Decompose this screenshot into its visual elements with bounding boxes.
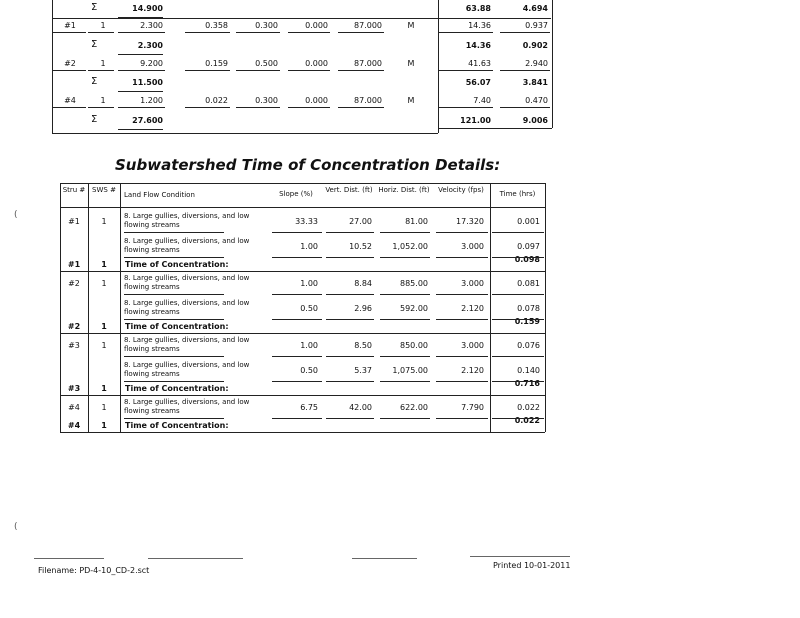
cell-area: 2.300	[140, 21, 163, 30]
table-border	[438, 0, 439, 133]
cell-sws: 1	[101, 384, 107, 393]
cell-c3: 0.000	[305, 96, 328, 105]
total-v: 0.902	[522, 41, 548, 50]
cell-sws: 1	[101, 260, 107, 269]
row-rule	[380, 356, 430, 357]
row-rule	[492, 294, 544, 295]
row-rule	[118, 54, 163, 55]
row-rule	[60, 395, 545, 396]
row-rule	[60, 432, 545, 433]
footer-filename: Filename: PD-4-10_CD-2.sct	[38, 566, 150, 575]
area-total: 2.300	[137, 41, 163, 50]
cell-vert-dist: 10.52	[349, 242, 372, 251]
cell-land-flow-condition: 8. Large gullies, diversions, and low flowing streams	[124, 398, 250, 415]
header-stru: Stru #	[62, 186, 86, 194]
cell-sws: 1	[101, 217, 107, 226]
cell-land-flow-condition: 8. Large gullies, diversions, and low flowing streams	[124, 274, 250, 291]
cell-time: 0.081	[517, 279, 540, 288]
row-rule	[288, 107, 330, 108]
cell-ws: 1	[100, 96, 106, 105]
cell-stru: #1	[64, 21, 76, 30]
row-rule	[380, 319, 430, 320]
cell-c1: 0.022	[205, 96, 228, 105]
punch-hole-mark: (	[14, 210, 18, 220]
row-rule	[436, 356, 488, 357]
cell-sws: 1	[101, 421, 107, 430]
cell-slope: 1.00	[300, 279, 318, 288]
row-rule	[272, 418, 322, 419]
area-total: 14.900	[132, 4, 163, 13]
cell-sws: 1	[101, 403, 107, 412]
row-rule	[288, 32, 330, 33]
area-total: 27.600	[132, 116, 163, 125]
row-rule	[436, 319, 488, 320]
cell-sws: 1	[101, 341, 107, 350]
row-rule	[236, 107, 280, 108]
table-border	[52, 133, 438, 134]
table-border	[60, 207, 545, 208]
row-rule	[88, 70, 114, 71]
header-horiz: Horiz. Dist. (ft)	[378, 186, 430, 194]
cell-velocity: 7.790	[461, 403, 484, 412]
cell-velocity: 2.120	[461, 304, 484, 313]
row-rule	[124, 356, 224, 357]
cell-slope: 33.33	[295, 217, 318, 226]
row-rule	[272, 356, 322, 357]
row-rule	[492, 319, 544, 320]
cell-vert-dist: 2.96	[354, 304, 372, 313]
cell-time-total: 0.159	[514, 317, 540, 326]
row-rule	[380, 418, 430, 419]
row-rule	[52, 70, 86, 71]
row-rule	[438, 107, 493, 108]
cell-c2: 0.300	[255, 96, 278, 105]
row-rule	[500, 107, 550, 108]
cell-land-flow-condition: 8. Large gullies, diversions, and low flowing streams	[124, 299, 250, 316]
table-border	[60, 183, 545, 184]
cell-c3: 0.000	[305, 21, 328, 30]
cell-land-flow-condition: 8. Large gullies, diversions, and low flowing streams	[124, 237, 250, 254]
row-rule	[492, 257, 544, 258]
cell-stru: #2	[68, 279, 80, 288]
cell-horiz-dist: 1,075.00	[392, 366, 428, 375]
row-rule	[380, 232, 430, 233]
cell-stru: #1	[67, 260, 81, 269]
cell-time-total: 0.022	[514, 416, 540, 425]
row-rule	[492, 356, 544, 357]
footer-printed-date: Printed 10-01-2011	[493, 561, 571, 570]
header-slope: Slope (%)	[279, 190, 313, 198]
total-v: 4.694	[522, 4, 548, 13]
cell-time: 0.097	[517, 242, 540, 251]
total-q: 121.00	[460, 116, 491, 125]
row-rule	[380, 294, 430, 295]
row-rule	[124, 381, 224, 382]
cell-stru: #1	[68, 217, 80, 226]
cell-sws: 1	[101, 322, 107, 331]
row-rule	[326, 257, 374, 258]
cell-time: 0.078	[517, 304, 540, 313]
time-of-concentration-label: Time of Concentration:	[125, 260, 229, 269]
cell-velocity: 3.000	[461, 279, 484, 288]
cell-velocity: 3.000	[461, 341, 484, 350]
row-rule	[185, 32, 230, 33]
cell-slope: 0.50	[300, 304, 318, 313]
cell-v: 2.940	[525, 59, 548, 68]
row-rule	[52, 107, 86, 108]
row-rule	[326, 232, 374, 233]
row-rule	[326, 418, 374, 419]
sigma-symbol: Σ	[91, 2, 98, 13]
cell-time-total: 0.098	[514, 255, 540, 264]
cell-velocity: 3.000	[461, 242, 484, 251]
cell-vert-dist: 42.00	[349, 403, 372, 412]
table-border	[52, 0, 53, 133]
cell-horiz-dist: 622.00	[400, 403, 428, 412]
cell-m: M	[407, 96, 415, 105]
row-rule	[118, 32, 165, 33]
row-rule	[380, 257, 430, 258]
header-condition: Land Flow Condition	[124, 191, 195, 199]
cell-time: 0.001	[517, 217, 540, 226]
area-total: 11.500	[132, 78, 163, 87]
time-of-concentration-label: Time of Concentration:	[125, 421, 229, 430]
row-rule	[88, 32, 114, 33]
footer-rule	[352, 558, 417, 559]
header-time: Time (hrs)	[499, 190, 536, 198]
header-velocity: Velocity (fps)	[438, 186, 484, 194]
row-rule	[436, 381, 488, 382]
cell-area: 9.200	[140, 59, 163, 68]
table-border	[545, 183, 546, 432]
cell-ws: 1	[100, 21, 106, 30]
cell-c2: 0.300	[255, 21, 278, 30]
cell-slope: 0.50	[300, 366, 318, 375]
row-rule	[436, 418, 488, 419]
row-rule	[338, 70, 384, 71]
row-rule	[492, 418, 544, 419]
cell-horiz-dist: 850.00	[400, 341, 428, 350]
row-rule	[272, 232, 322, 233]
cell-c2: 0.500	[255, 59, 278, 68]
footer-rule	[34, 558, 104, 559]
cell-vert-dist: 8.50	[354, 341, 372, 350]
row-rule	[272, 257, 322, 258]
section-title: Subwatershed Time of Concentration Details:	[115, 156, 501, 174]
total-q: 14.36	[465, 41, 491, 50]
cell-c1: 0.358	[205, 21, 228, 30]
cell-horiz-dist: 885.00	[400, 279, 428, 288]
row-rule	[124, 418, 224, 419]
row-rule	[124, 294, 224, 295]
cell-sws: 1	[101, 279, 107, 288]
cell-cn: 87.000	[354, 59, 382, 68]
row-rule	[88, 107, 114, 108]
row-rule	[338, 107, 384, 108]
cell-vert-dist: 8.84	[354, 279, 372, 288]
row-rule	[272, 319, 322, 320]
sigma-symbol: Σ	[91, 76, 98, 87]
row-rule	[326, 294, 374, 295]
cell-land-flow-condition: 8. Large gullies, diversions, and low flowing streams	[124, 336, 250, 353]
row-rule	[185, 70, 230, 71]
cell-time-total: 0.716	[514, 379, 540, 388]
cell-horiz-dist: 81.00	[405, 217, 428, 226]
sigma-symbol: Σ	[91, 39, 98, 50]
time-of-concentration-label: Time of Concentration:	[125, 384, 229, 393]
row-rule	[118, 70, 165, 71]
row-rule	[272, 381, 322, 382]
row-rule	[326, 319, 374, 320]
cell-slope: 1.00	[300, 341, 318, 350]
row-rule	[118, 91, 163, 92]
cell-land-flow-condition: 8. Large gullies, diversions, and low flowing streams	[124, 361, 250, 378]
cell-v: 0.470	[525, 96, 548, 105]
row-rule	[272, 294, 322, 295]
cell-q: 7.40	[473, 96, 491, 105]
total-q: 63.88	[465, 4, 491, 13]
cell-stru: #2	[67, 322, 81, 331]
cell-q: 14.36	[468, 21, 491, 30]
cell-vert-dist: 27.00	[349, 217, 372, 226]
row-rule	[185, 107, 230, 108]
cell-q: 41.63	[468, 59, 491, 68]
row-rule	[60, 271, 545, 272]
row-rule	[492, 232, 544, 233]
header-sws: SWS #	[92, 186, 116, 194]
total-v: 3.841	[522, 78, 548, 87]
cell-ws: 1	[100, 59, 106, 68]
row-rule	[118, 129, 163, 130]
row-rule	[500, 70, 550, 71]
footer-rule	[470, 556, 570, 557]
row-rule	[492, 381, 544, 382]
cell-land-flow-condition: 8. Large gullies, diversions, and low flowing streams	[124, 212, 250, 229]
row-rule	[338, 32, 384, 33]
header-vert: Vert. Dist. (ft)	[325, 186, 373, 194]
table-border	[552, 0, 553, 128]
row-rule	[52, 32, 86, 33]
cell-stru: #4	[67, 421, 81, 430]
total-v: 9.006	[522, 116, 548, 125]
cell-stru: #3	[67, 384, 81, 393]
cell-vert-dist: 5.37	[354, 366, 372, 375]
row-rule	[236, 32, 280, 33]
punch-hole-mark: (	[14, 522, 18, 532]
time-of-concentration-label: Time of Concentration:	[125, 322, 229, 331]
cell-velocity: 2.120	[461, 366, 484, 375]
row-rule	[438, 32, 493, 33]
cell-v: 0.937	[525, 21, 548, 30]
cell-stru: #4	[64, 96, 76, 105]
row-rule	[124, 232, 224, 233]
row-rule	[436, 257, 488, 258]
row-rule	[124, 257, 224, 258]
cell-m: M	[407, 21, 415, 30]
row-rule	[500, 32, 550, 33]
row-rule	[288, 70, 330, 71]
cell-stru: #3	[68, 341, 80, 350]
cell-c1: 0.159	[205, 59, 228, 68]
cell-c3: 0.000	[305, 59, 328, 68]
cell-slope: 6.75	[300, 403, 318, 412]
footer-rule	[148, 558, 243, 559]
table-border	[438, 128, 552, 129]
total-q: 56.07	[465, 78, 491, 87]
sigma-symbol: Σ	[91, 114, 98, 125]
row-rule	[236, 70, 280, 71]
cell-m: M	[407, 59, 415, 68]
row-rule	[60, 333, 545, 334]
cell-slope: 1.00	[300, 242, 318, 251]
row-rule	[124, 319, 224, 320]
cell-time: 0.140	[517, 366, 540, 375]
cell-horiz-dist: 592.00	[400, 304, 428, 313]
cell-stru: #2	[64, 59, 76, 68]
cell-cn: 87.000	[354, 21, 382, 30]
cell-stru: #4	[68, 403, 80, 412]
row-rule	[326, 381, 374, 382]
cell-time: 0.076	[517, 341, 540, 350]
row-rule	[438, 70, 493, 71]
cell-velocity: 17.320	[456, 217, 484, 226]
table-border	[52, 18, 551, 19]
row-rule	[380, 381, 430, 382]
row-rule	[436, 232, 488, 233]
row-rule	[326, 356, 374, 357]
cell-time: 0.022	[517, 403, 540, 412]
row-rule	[436, 294, 488, 295]
cell-area: 1.200	[140, 96, 163, 105]
row-rule	[118, 107, 165, 108]
cell-cn: 87.000	[354, 96, 382, 105]
cell-horiz-dist: 1,052.00	[392, 242, 428, 251]
